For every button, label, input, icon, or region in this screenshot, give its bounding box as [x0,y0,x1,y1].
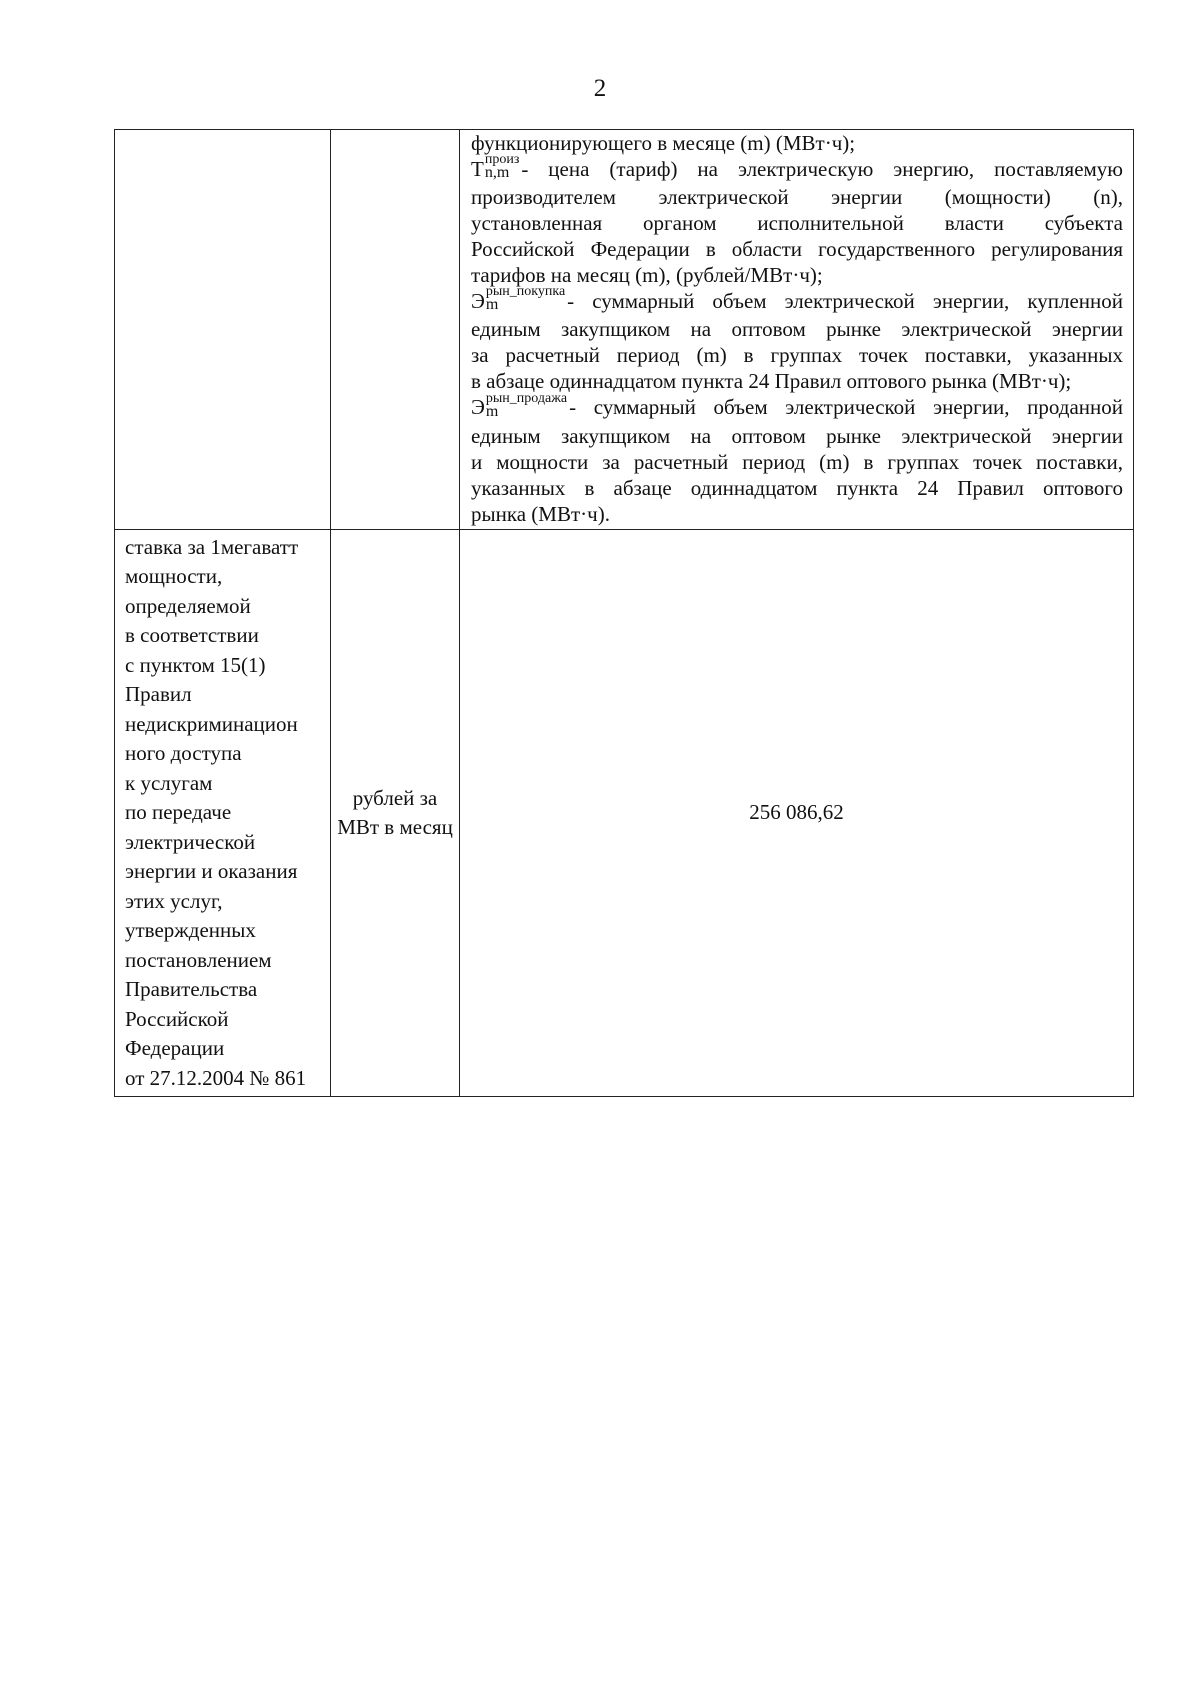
symbol-e-rin-prodazha: Э рын_продажа m [471,390,568,420]
definition-line: производителем электрической энергии (мощности) (n), [471,185,1123,210]
rate-name-line: Федерации [125,1036,225,1061]
rate-name-line: постановлением [125,947,272,972]
definition-line: тарифов на месяц (m), (рублей/МВт·ч); [471,263,823,288]
definition-e-sell-first-line: Э рын_продажа m - суммарный объем электрической энергии, проданной [471,394,1123,422]
rate-name-line: с пунктом 15(1) [125,652,266,677]
definition-line: Российской Федерации в области государственного регулирования [471,237,1123,262]
rate-unit-line: МВт в месяц [337,814,453,839]
definition-line: единым закупщиком на оптовом рынке электрической энергии [471,423,1123,448]
symbol-e-rin-pokupka: Э рын_покупка m [471,284,566,314]
rate-name-line: ного доступа [125,741,242,766]
definition-line: в абзаце одиннадцатом пункта 24 Правил оптового рынка (МВт·ч); [471,369,1072,394]
definition-line: функционирующего в месяце (m) (МВт·ч); [471,131,856,155]
rate-name-line: в соответствии [125,623,259,648]
rate-name-line: ставка за 1мегаватт [125,534,299,559]
rate-name-line: мощности, [125,564,223,589]
rate-name-line: по передаче [125,800,232,825]
rate-name-line: недискриминацион [125,711,298,736]
rate-name-line: Российской [125,1006,229,1031]
definition-t-first-line: Т произ n,m - цена (тариф) на электрическую энергию, поставляемую [471,156,1123,184]
rate-name-line: этих услуг, [125,888,223,913]
rate-name-line: Правил [125,682,192,707]
definition-line: единым закупщиком на оптовом рынке электрической энергии [471,317,1123,342]
rate-name-line: Правительства [125,977,258,1002]
page-number: 2 [593,75,607,102]
rate-name-line: утвержденных [125,918,256,943]
definition-line: установленная органом исполнительной власти субъекта [471,211,1123,236]
rate-value-cell: 256 086,62 [460,529,1134,1097]
definition-line: указанных в абзаце одиннадцатом пункта 24 Правил оптового [471,475,1123,500]
rate-name-line: энергии и оказания [125,859,298,884]
definition-line: за расчетный период (m) в группах точек поставки, указанных [471,343,1123,368]
symbol-t-proiz: Т произ n,m [471,152,520,182]
definition-e-buy-first-line: Э рын_покупка m - суммарный объем электрической энергии, купленной [471,288,1123,316]
definition-line: и мощности за расчетный период (m) в группах точек поставки, [471,449,1123,474]
tariff-table [114,129,1134,1097]
table-row-rate [115,529,1134,1097]
rate-name-line: электрической [125,829,256,854]
rate-unit-cell [331,529,460,1097]
definitions-cell [460,130,1134,530]
table-row-formula-definitions [115,130,1134,530]
rate-name-line: определяемой [125,593,251,618]
rate-name-line: к услугам [125,770,213,795]
empty-name-cell [115,130,331,530]
rate-name-cell [115,529,331,1097]
rate-unit-line: рублей за [352,785,438,810]
definition-line: рынка (МВт·ч). [471,501,610,526]
rate-name-line: от 27.12.2004 № 861 [125,1065,307,1090]
empty-unit-cell [331,130,460,530]
